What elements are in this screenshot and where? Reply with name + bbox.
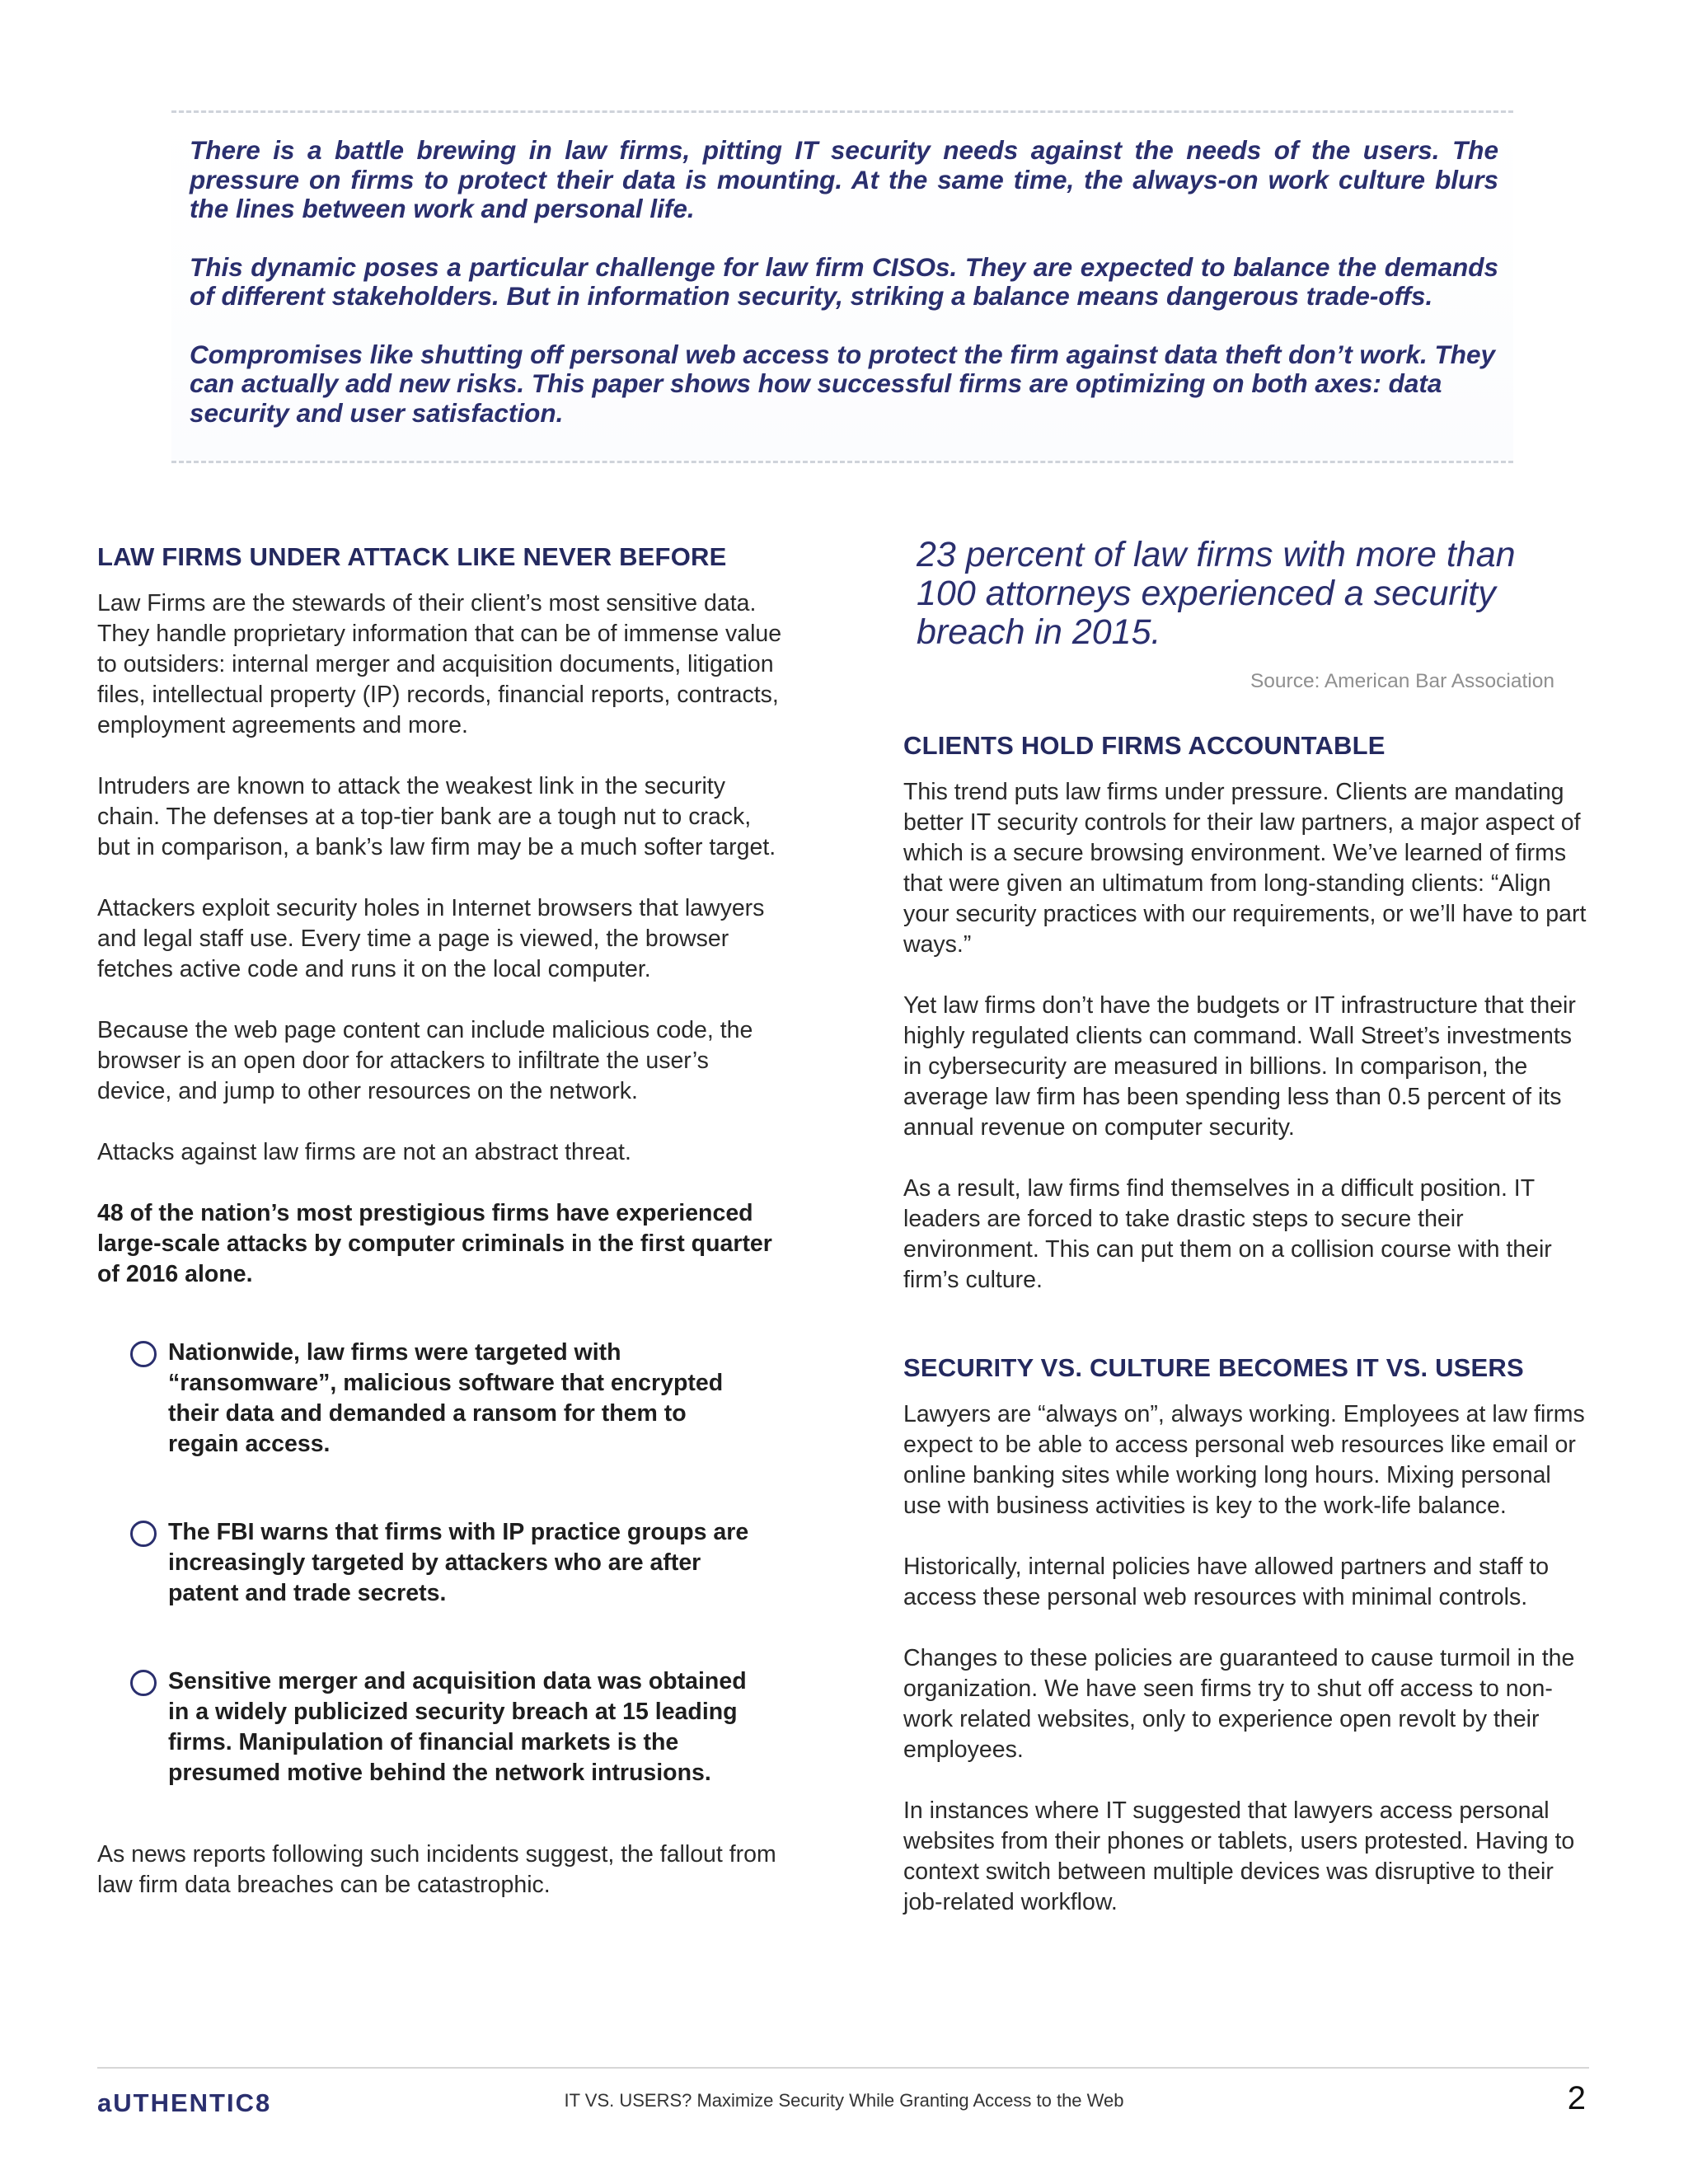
bold-statement: 48 of the nation’s most prestigious firms have experienced large-scale attacks by computer criminals in the first quarter of 2016 alone. <box>97 1200 772 1287</box>
bullet-list <box>130 1338 788 1788</box>
authentic8-logo: aUTHENTIC8 <box>97 2088 272 2117</box>
bullet-text: Sensitive merger and acquisition data was obtained in a widely publicized security breach at 15 leading firms. Manipulation of financial markets is the presumed motive behind the network intrusions. <box>168 1668 747 1786</box>
body-paragraph: Lawyers are “always on”, always working. Employees at law firms expect to be able to access personal web resources like email or online banking sites while working long hours. Mixing personal use with business activities is key to the work-life balance. <box>903 1401 1585 1519</box>
section-heading-attacks: LAW FIRMS UNDER ATTACK LIKE NEVER BEFORE <box>97 542 727 571</box>
pull-quote: 23 percent of law firms with more than 100 attorneys experienced a security breach in 2015. <box>917 535 1516 652</box>
footer-title: IT VS. USERS? Maximize Security While Granting Access to the Web <box>564 2090 1124 2111</box>
body-paragraph: Historically, internal policies have allowed partners and staff to access these personal web resources with minimal controls. <box>903 1554 1550 1610</box>
body-paragraph: Because the web page content can include malicious code, the browser is an open door for attackers to infiltrate the user’s device, and jump to other resources on the network. <box>97 1017 753 1104</box>
right-column <box>903 536 1591 1918</box>
bullet-item <box>130 1666 788 1788</box>
section-heading-culture: SECURITY VS. CULTURE BECOMES IT VS. USERS <box>903 1353 1524 1382</box>
bullet-item <box>130 1338 788 1460</box>
section-heading-clients: CLIENTS HOLD FIRMS ACCOUNTABLE <box>903 731 1386 760</box>
body-paragraph: Changes to these policies are guaranteed to cause turmoil in the organization. We have seen firms try to shut off access to non-work related websites, only to experience open revolt by their employees. <box>903 1645 1575 1763</box>
intro-paragraph: Compromises like shutting off personal web access to protect the firm against data theft don’t work. They can actually add new risks. This paper shows how successful firms are optimizing on both axes: data security and user satisfaction. <box>190 339 1496 428</box>
intro-box <box>171 110 1513 463</box>
body-paragraph: Attacks against law firms are not an abstract threat. <box>97 1139 631 1165</box>
circle-bullet-icon <box>130 1341 157 1367</box>
body-paragraph: As a result, law firms find themselves in a difficult position. IT leaders are forced to take drastic steps to secure their environment. This can put them on a collision course with their firm’s culture. <box>903 1175 1552 1293</box>
intro-paragraph: There is a battle brewing in law firms, pitting IT security needs against the needs of the users. The pressure on firms to protect their data is mounting. At the same time, the always-on work culture blurs the lines between work and personal life. <box>190 135 1498 223</box>
intro-text <box>190 136 1498 457</box>
body-paragraph: In instances where IT suggested that lawyers access personal websites from their phones or tablets, users protested. Having to context switch between multiple devices was disruptive to their job-related workflow. <box>903 1797 1575 1915</box>
closing-paragraph: As news reports following such incidents suggest, the fallout from law firm data breaches can be catastrophic. <box>97 1841 776 1898</box>
circle-bullet-icon <box>130 1521 157 1547</box>
circle-bullet-icon <box>130 1670 157 1696</box>
bullet-text: The FBI warns that firms with IP practice groups are increasingly targeted by attackers who are after patent and trade secrets. <box>168 1519 749 1606</box>
body-paragraph: This trend puts law firms under pressure. Clients are mandating better IT security controls for their law partners, a major aspect of which is a secure browsing environment. We’ve learned of firms that were given an ultimatum from long-standing clients: “Align your security practices with our requirements, or we’ll have to part ways.” <box>903 779 1587 958</box>
body-paragraph: Intruders are known to attack the weakest link in the security chain. The defenses at a top-tier bank are a tough nut to crack, but in comparison, a bank’s law firm may be a much softer target. <box>97 773 776 860</box>
body-paragraph: Law Firms are the stewards of their client’s most sensitive data. They handle proprietary information that can be of immense value to outsiders: internal merger and acquisition documents, litigation files, intellectual property (IP) records, financial reports, contracts, employment agreements and more. <box>97 590 782 738</box>
left-column <box>97 541 788 1900</box>
body-paragraph: Yet law firms don’t have the budgets or IT infrastructure that their highly regulated clients can command. Wall Street’s investments in cybersecurity are measured in billions. In comparison, the average law firm has been spending less than 0.5 percent of its annual revenue on computer security. <box>903 992 1576 1141</box>
footer-divider <box>97 2067 1589 2069</box>
quote-source: Source: American Bar Association <box>1250 670 1554 692</box>
page-number: 2 <box>1567 2080 1586 2116</box>
body-paragraph: Attackers exploit security holes in Internet browsers that lawyers and legal staff use. Every time a page is viewed, the browser fetches active code and runs it on the local computer. <box>97 895 765 982</box>
bullet-text: Nationwide, law firms were targeted with “ransomware”, malicious software that encrypted their data and demanded a ransom for them to regain access. <box>168 1339 724 1457</box>
bullet-item <box>130 1517 788 1609</box>
intro-paragraph: This dynamic poses a particular challenge for law firm CISOs. They are expected to balance the demands of different stakeholders. But in information security, striking a balance means dangerous trade-offs. <box>190 251 1498 311</box>
